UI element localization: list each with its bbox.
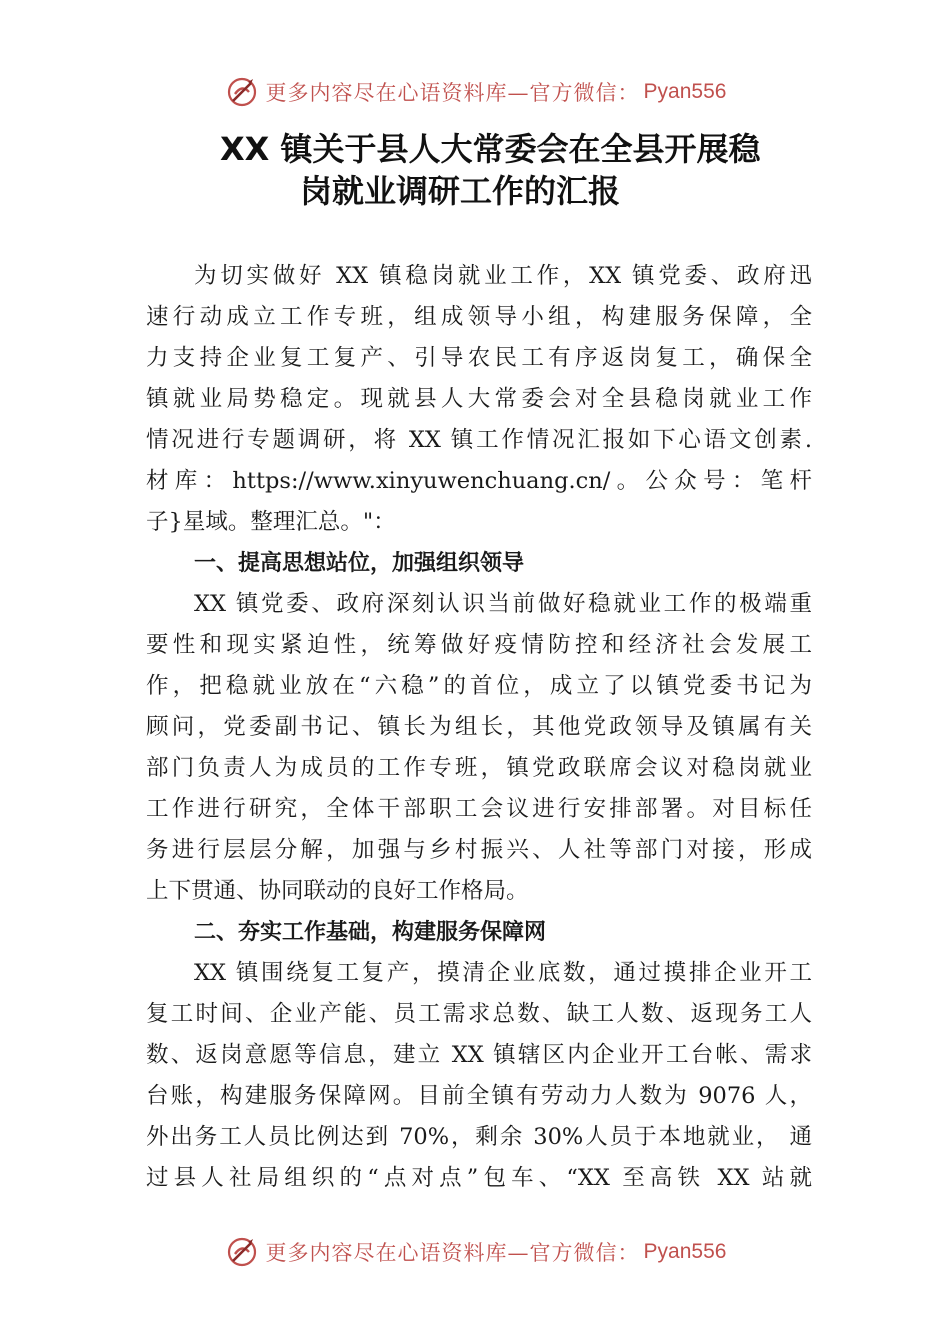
document-body: [146, 256, 812, 1199]
paragraph-line: 过县人社局组织的“点对点”包车、“XX 至高铁 XX 站就: [146, 1165, 812, 1191]
paragraph-line: XX 镇围绕复工复产，摸清企业底数，通过摸排企业开工: [194, 960, 812, 986]
paragraph-line: 台账，构建服务保障网。目前全镇有劳动力人数为 9076 人，: [146, 1083, 812, 1109]
brand-logo-icon: [224, 74, 260, 110]
watermark-text: 更多内容尽在心语资料库—官方微信：: [265, 81, 640, 105]
paragraph-line: 速行动成立工作专班，组成领导小组，构建服务保障，全: [146, 304, 812, 330]
watermark-wechat-id: Pyan556: [643, 1240, 727, 1263]
document-title: [200, 128, 820, 212]
watermark-text: 更多内容尽在心语资料库—官方微信：: [265, 1241, 640, 1265]
title-line-1: XX 镇关于县人大常委会在全县开展稳: [220, 130, 761, 168]
paragraph-line: 部门负责人为成员的工作专班，镇党政联席会议对稳岗就业: [146, 755, 812, 781]
paragraph-line: 为切实做好 XX 镇稳岗就业工作，XX 镇党委、政府迅: [194, 263, 812, 289]
paragraph-line: 数、返岗意愿等信息，建立 XX 镇辖区内企业开工台帐、需求: [146, 1042, 812, 1068]
paragraph-line: 力支持企业复工复产、引导农民工有序返岗复工，确保全: [146, 345, 812, 371]
section-heading-1: 一、提高思想站位，加强组织领导: [194, 551, 525, 576]
paragraph-line: XX 镇党委、政府深刻认识当前做好稳就业工作的极端重: [194, 591, 812, 617]
paragraph-line: 务进行层层分解，加强与乡村振兴、人社等部门对接，形成: [146, 837, 812, 863]
paragraph-line: 材库：https://www.xinyuwenchuang.cn/。公众号：笔杆: [146, 468, 812, 494]
paragraph-line: 子}星域。整理汇总。"：: [146, 509, 396, 535]
paragraph-line: 情况进行专题调研，将 XX 镇工作情况汇报如下心语文创素.: [146, 427, 812, 453]
paragraph-line: 顾问，党委副书记、镇长为组长，其他党政领导及镇属有关: [146, 714, 812, 740]
section-heading-2: 二、夯实工作基础，构建服务保障网: [194, 920, 547, 945]
paragraph-line: 镇就业局势稳定。现就县人大常委会对全县稳岗就业工作: [146, 386, 812, 412]
paragraph-line: 要性和现实紧迫性，统筹做好疫情防控和经济社会发展工: [146, 632, 812, 658]
header-watermark: [0, 72, 950, 112]
paragraph-line: 复工时间、企业产能、员工需求总数、缺工人数、返现务工人: [146, 1001, 812, 1027]
paragraph-line: 作，把稳就业放在“六稳”的首位，成立了以镇党委书记为: [146, 673, 812, 699]
title-line-2: 岗就业调研工作的汇报: [300, 172, 621, 210]
paragraph-line: 上下贯通、协同联动的良好工作格局。: [146, 878, 529, 904]
watermark-wechat-id: Pyan556: [643, 80, 727, 103]
paragraph-line: 外出务工人员比例达到 70%，剩余 30%人员于本地就业， 通: [146, 1124, 812, 1150]
brand-logo-icon: [224, 1234, 260, 1270]
footer-watermark: [0, 1232, 950, 1272]
paragraph-line: 工作进行研究，全体干部职工会议进行安排部署。对目标任: [146, 796, 812, 822]
